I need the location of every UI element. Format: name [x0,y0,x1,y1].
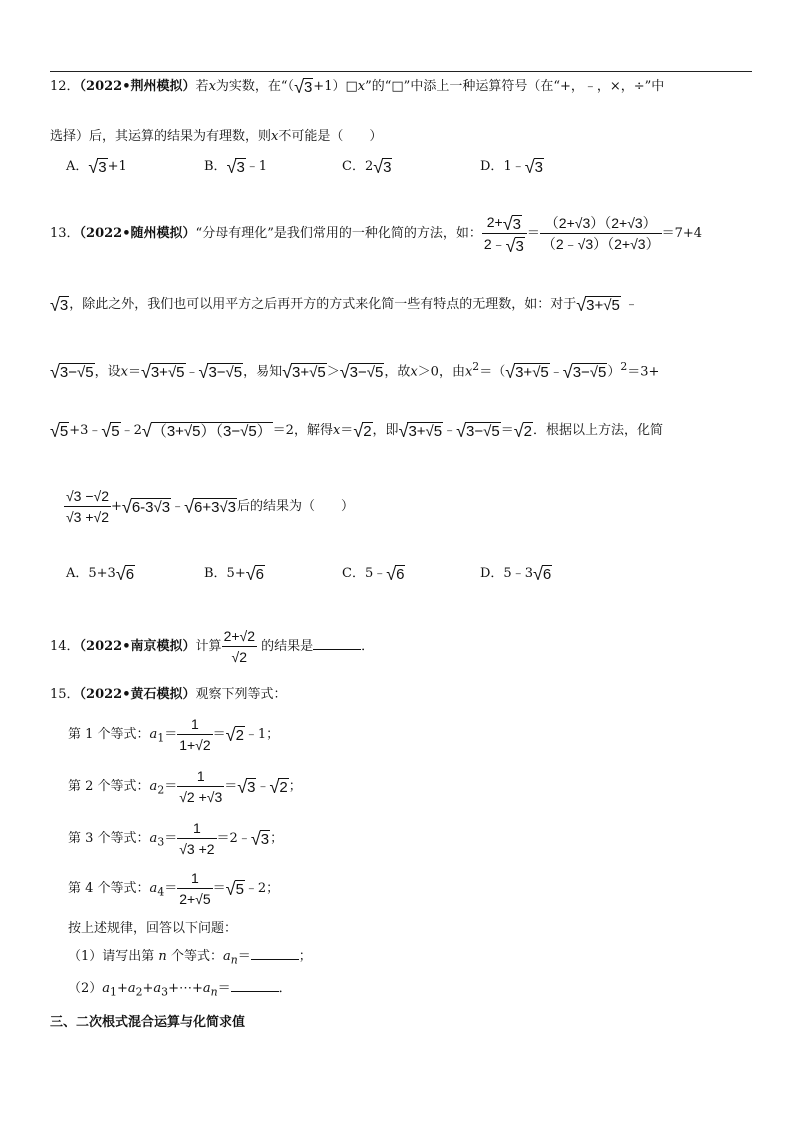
q14-line: 14．（2022•南京模拟）计算 $\frac{2+√2}{√2}$ 的结果是 ． [50,628,375,665]
q15-eq3: 第 3 个等式：$a_3=$ $\frac{1}{√3 +2}$ ＝2﹣ √ 3 ； [68,820,284,857]
q15-eq1: 第 1 个等式：$a_1=$ $\frac{1}{1+√2}$ ＝ √ 2 ﹣1； [68,716,280,753]
q13-option-b[interactable]: B．5+ √ 6 [204,564,264,584]
q13-line5: $\frac{√3 -√2}{√3 +√2}$ + √ 6-3√3 ﹣ √ 6+3√3 后的结果为（ ） [66,488,355,525]
q15-line1: 15．（2022•黄石模拟）观察下列等式： [50,687,287,702]
q12-option-d[interactable]: D．1﹣ √ 3 [480,157,543,177]
q13-fraction-2: $\frac{(2+√3)(2+√3)}{(2﹣√3)(2+√3)}$ [541,215,660,252]
q13-line4: √ 5 +3﹣ √ 5 ﹣2 √ （3+√5）（3−√5） ＝2，解得x＝ √ 2 ，即 √ 3+√5 ﹣ √ 3−√5 ＝ √ 2 ．根据以上方法，化简 [50,421,663,441]
q13-line3: √ 3−√5 ，设x＝ √ 3+√5 ﹣ √ 3−√5 ，易知 √ 3+√5 ＞ √ 3−√5 ，故x＞0，由$x^2=$（ √ 3+√5 ﹣ √ 3−√5 ）$^2$＝3+ [50,360,660,383]
q13-option-a[interactable]: A．5+3 √ 6 [66,564,135,584]
q12-option-a[interactable]: A． √ 3 +1 [66,157,127,177]
q13-option-c[interactable]: C．5﹣ √ 6 [342,564,405,584]
q14-fraction: $\frac{2+√2}{√2}$ [223,628,255,665]
q13-fraction-3: $\frac{√3 -√2}{√3 +√2}$ [66,488,110,525]
q15-eq2: 第 2 个等式：$a_2=$ $\frac{1}{√2 +√3}$ ＝ √ 3 ﹣ √ 2 ； [68,768,302,805]
q15-answer-blank-2[interactable] [231,979,279,992]
q12-option-c[interactable]: C．2 √ 3 [342,157,392,177]
q14-answer-blank[interactable] [313,637,361,650]
q12-options [66,156,618,178]
top-rule [50,71,752,72]
q15-part1: （1）请写出第 n 个等式：$a_n=$ ； [68,949,312,967]
q13-options [66,563,618,585]
section-heading: 三、二次根式混合运算与化简求值 [50,1015,246,1030]
q13-line2: √ 3 ，除此之外，我们也可以用平方之后再开方的方式来化简一些有特点的无理数，如：对于 √ 3+√5 ﹣ [50,295,638,315]
q15-eq4: 第 4 个等式：$a_4=$ $\frac{1}{2+√5}$ ＝ √ 5 ﹣2； [68,870,280,907]
q15-rule: 按上述规律，回答以下问题： [68,921,238,936]
q12-line1: 12．（2022•荆州模拟）若x为实数，在“（ √ 3 +1）□x”的“□”中添上一种运算符号（在“+，﹣，×，÷”中 [50,77,665,97]
q13-fraction-1: 2+ √ 3 2﹣ √ 3 [482,212,527,255]
q12-line2: 选择）后，其运算的结果为有理数，则x不可能是（ ） [50,129,383,144]
q13-option-d[interactable]: D．5﹣3 √ 6 [480,564,552,584]
q13-line1: 13．（2022•随州模拟）“分母有理化”是我们常用的一种化简的方法，如： 2+ √ 3 2﹣ √ 3 ＝ $\frac{(2+√3)(2+√3)}{(2﹣√3)(2+√3)}$ ＝7+4 [50,214,703,256]
q15-part2: $(2)a_1+a_2+a_3+\cdots+a_n=$ ． [68,981,292,999]
q15-answer-blank-1[interactable] [251,947,299,960]
q12-option-b[interactable]: B． √ 3 ﹣1 [204,157,268,177]
